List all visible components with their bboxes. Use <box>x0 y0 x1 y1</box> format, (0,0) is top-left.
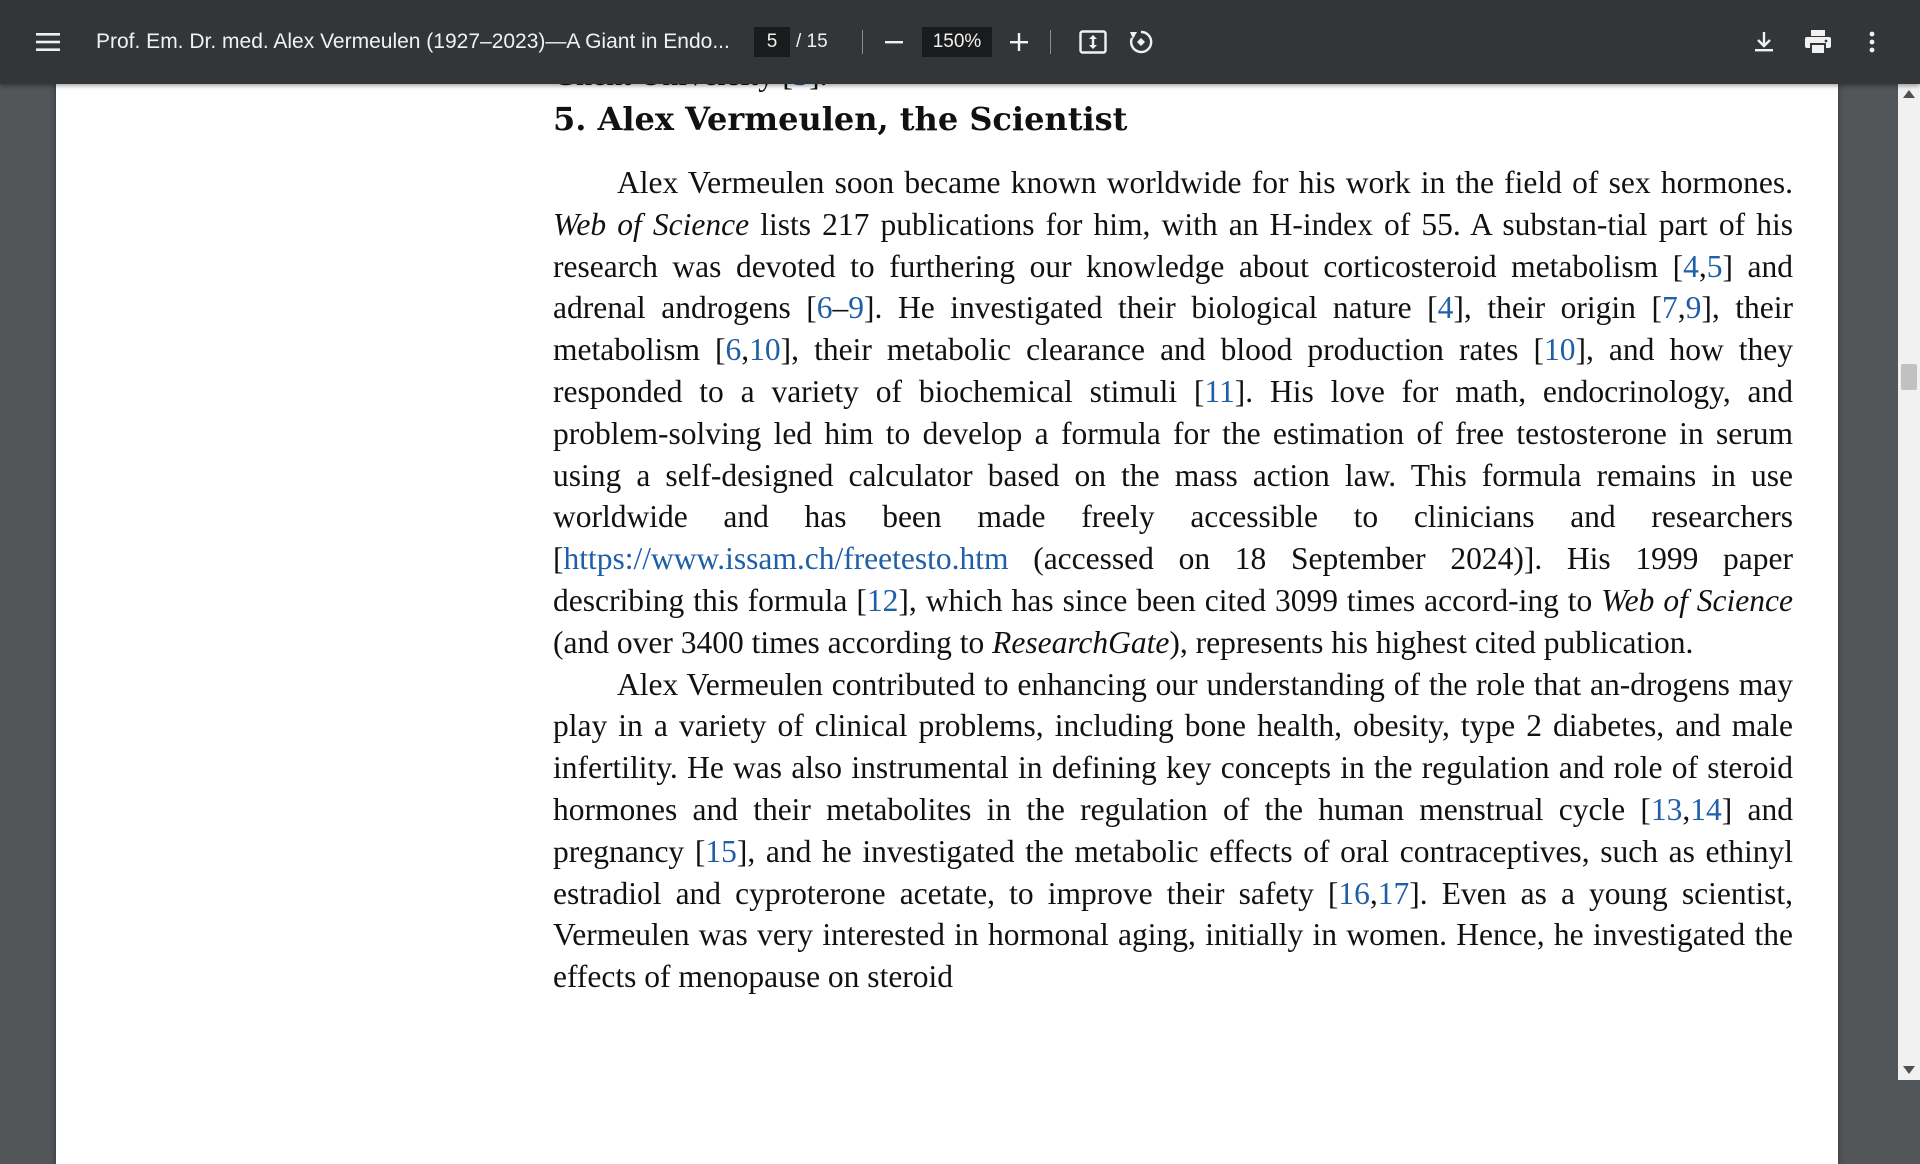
text-run: (and over 3400 times according to <box>553 624 993 660</box>
download-button[interactable] <box>1742 20 1786 64</box>
body-paragraph <box>553 162 1793 664</box>
text-run: , <box>1698 248 1707 284</box>
citation-link[interactable]: 4 <box>1437 290 1454 326</box>
citation-link[interactable]: 5 <box>1706 248 1723 284</box>
italic-text: Web of Science <box>553 206 750 242</box>
minus-icon <box>884 32 904 52</box>
section-heading: 5. Alex Vermeulen, the Scientist <box>553 100 1128 138</box>
text-run: Alex Vermeulen contributed to enhancing our understanding of the role that an-drogens may play in a variety of clinical problems, including bone health, obesity, type 2 diabetes, and male infertility. He was also instrumental in defining key concepts in the regulation and role of steroid hormones and their metabolites in the regulation of the human menstrual cycle [ <box>553 666 1793 827</box>
page-total: / 15 <box>796 31 828 52</box>
zoom-in-button[interactable] <box>997 20 1041 64</box>
text-run: ]. Even as a young scientist, Vermeulen was very interested in hormonal aging, initially in women. Hence, he investigated the effects of menopause on steroid <box>553 875 1794 995</box>
text-run: ] and adrenal androgens [ <box>553 248 1793 326</box>
text-run: ], their metabolic clearance and blood production rates [ <box>780 332 1544 368</box>
citation-link[interactable]: 17 <box>1377 875 1410 911</box>
url-link[interactable]: https://www.issam.ch/freetesto.htm <box>563 541 1009 577</box>
citation-link[interactable]: 16 <box>1338 875 1370 911</box>
text-run: ], their origin [ <box>1453 290 1662 326</box>
citation-link[interactable]: 15 <box>705 833 737 869</box>
scrollbar-thumb[interactable] <box>1901 364 1917 390</box>
text-run: ] and pregnancy [ <box>553 791 1793 869</box>
citation-link[interactable]: 10 <box>1543 332 1576 368</box>
rotate-icon <box>1128 29 1154 55</box>
more-vert-icon <box>1869 31 1875 53</box>
citation-link[interactable]: 9 <box>848 290 865 326</box>
text-run: ]. His love for math, endocrinology, and problem-solving led him to develop a formula for the estimation of free testosterone in serum using a self-designed calculator based on the mass action law. This formula remains in use worldwide and has been made freely accessible to clinicians and researchers [ <box>553 373 1794 577</box>
hamburger-menu-icon[interactable] <box>26 20 70 64</box>
print-icon <box>1804 29 1832 55</box>
fit-page-icon <box>1079 30 1107 54</box>
text-run: ]. He investigated their biological nature [ <box>864 290 1438 326</box>
plus-icon <box>1009 32 1029 52</box>
text-run: , <box>1682 791 1691 827</box>
print-button[interactable] <box>1796 20 1840 64</box>
download-icon <box>1753 31 1775 53</box>
text-run: – <box>832 290 849 326</box>
toolbar-divider <box>862 30 863 54</box>
pdf-page <box>56 64 1838 1164</box>
citation-link[interactable]: 6 <box>725 332 742 368</box>
text-run: ], their metabolism [ <box>553 290 1793 368</box>
rotate-button[interactable] <box>1119 20 1163 64</box>
text-run: lists 217 publications for him, with an H-index of 55. A substan-tial part of his research was devoted to furthering our knowledge about corticosteroid metabolism [ <box>553 206 1793 284</box>
citation-link[interactable]: 11 <box>1204 373 1235 409</box>
citation-link[interactable]: 4 <box>1683 248 1699 284</box>
text-run: , <box>741 332 750 368</box>
more-options-button[interactable] <box>1850 20 1894 64</box>
text-run: ], and how they responded to a variety of biochemical stimuli [ <box>553 332 1793 409</box>
text-run: (accessed on 18 September 2024)]. His 1999 paper describing this formula [ <box>553 541 1793 618</box>
scroll-up-arrow-icon[interactable] <box>1903 90 1915 98</box>
body-paragraph <box>553 664 1793 998</box>
document-title: Prof. Em. Dr. med. Alex Vermeulen (1927–2023)—A Giant in Endo... <box>96 30 730 53</box>
text-run: , <box>1677 290 1686 326</box>
text-run: , <box>1369 875 1378 911</box>
vertical-scrollbar[interactable] <box>1898 84 1920 1080</box>
citation-link[interactable]: 7 <box>1661 290 1678 326</box>
italic-text: Web of Science <box>1601 582 1793 618</box>
text-run: ], and he investigated the metabolic effects of oral contraceptives, such as ethinyl estradiol and cyproterone acetate, to improve their safety [ <box>553 833 1794 911</box>
italic-text: ResearchGate <box>992 624 1170 660</box>
citation-link[interactable]: 13 <box>1650 791 1683 827</box>
toolbar-divider <box>1050 30 1051 54</box>
scroll-down-arrow-icon[interactable] <box>1903 1066 1915 1074</box>
citation-link[interactable]: 14 <box>1690 791 1722 827</box>
document-viewer <box>0 84 1898 1080</box>
zoom-level-input[interactable] <box>922 27 992 57</box>
citation-link[interactable]: 6 <box>816 290 833 326</box>
pdf-toolbar <box>0 0 1920 84</box>
text-run: ], which has since been cited 3099 times accord-ing to <box>898 582 1602 618</box>
citation-link[interactable]: 12 <box>866 582 899 618</box>
citation-link[interactable]: 10 <box>749 332 781 368</box>
page-number-input[interactable] <box>754 27 790 57</box>
text-run: Alex Vermeulen soon became known worldwide for his work in the field of sex hormones. <box>617 165 1793 200</box>
fit-page-button[interactable] <box>1071 20 1115 64</box>
section-body <box>553 162 1793 998</box>
zoom-out-button[interactable] <box>872 20 916 64</box>
text-run: ), represents his highest cited publication. <box>1169 624 1694 660</box>
citation-link[interactable]: 9 <box>1685 290 1702 326</box>
